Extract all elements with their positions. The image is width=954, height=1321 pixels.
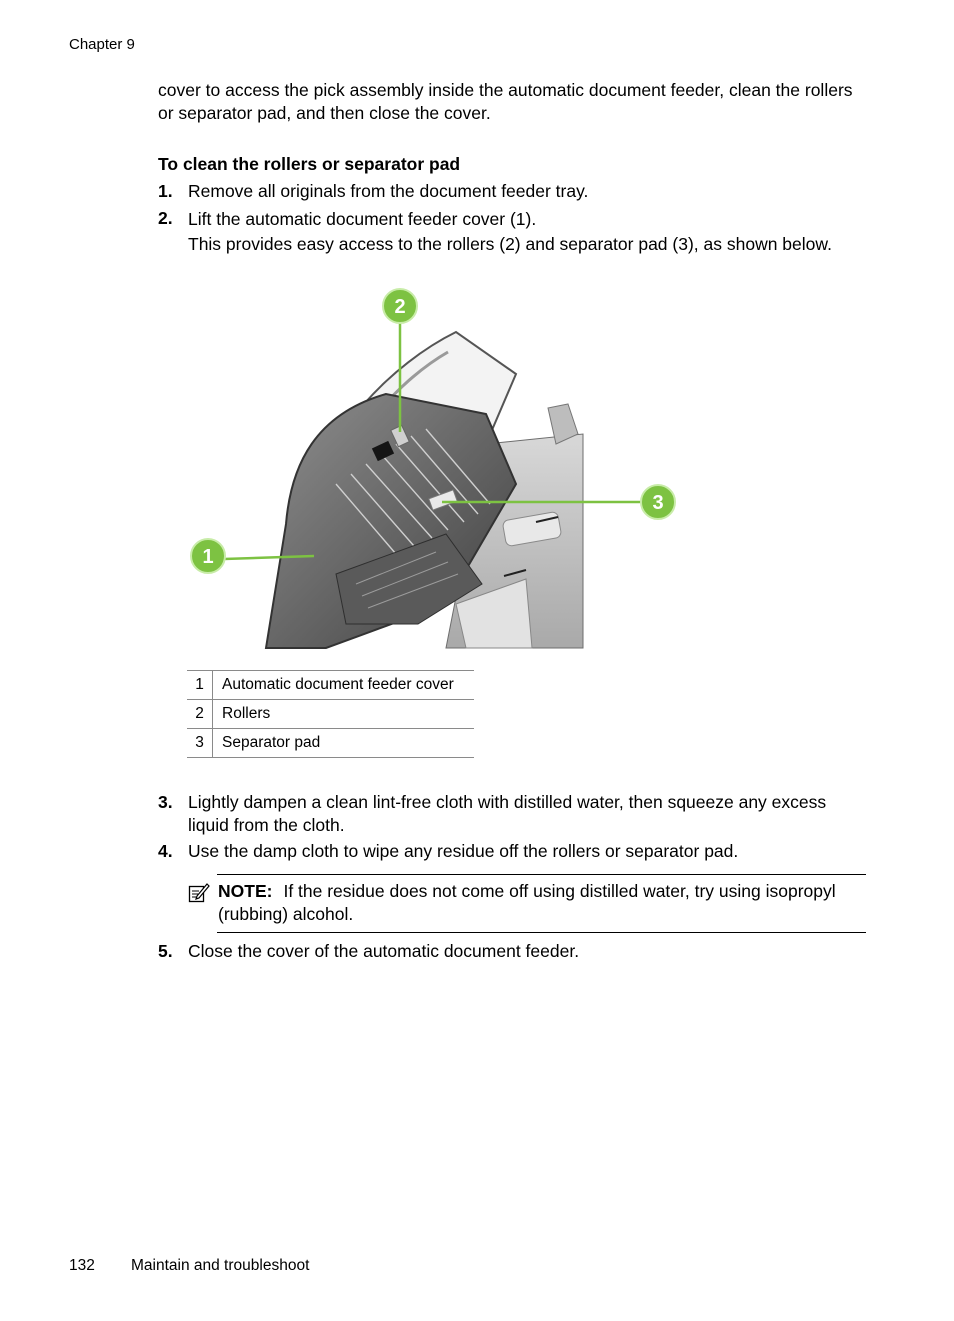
- step-text: Use the damp cloth to wipe any residue off the rollers or separator pad.: [188, 841, 739, 861]
- note-bottom-rule: [217, 932, 866, 933]
- step-1: [158, 180, 868, 203]
- callout-2: [383, 289, 417, 323]
- table-row: [187, 700, 474, 729]
- legend-number: 1: [187, 671, 213, 700]
- callout-legend-table: [187, 670, 474, 758]
- note-text: If the residue does not come off using distilled water, try using isopropyl (rubbing) alcohol.: [218, 881, 836, 924]
- legend-label: Rollers: [213, 700, 475, 729]
- step-5: [158, 940, 868, 963]
- procedure-heading: To clean the rollers or separator pad: [158, 154, 461, 174]
- callout-3: [641, 485, 675, 519]
- note-top-rule: [217, 874, 866, 875]
- intro-paragraph: cover to access the pick assembly inside the automatic document feeder, clean the rollers or separator pad, and then close the cover.: [158, 80, 853, 123]
- step-number: 5.: [158, 941, 173, 961]
- step-number: 1.: [158, 181, 173, 201]
- step-text: Lift the automatic document feeder cover (1).: [188, 209, 537, 229]
- note-label: NOTE:: [218, 881, 273, 901]
- document-feeder-illustration: [186, 284, 680, 650]
- note-pencil-icon: [188, 881, 210, 903]
- step-text: Remove all originals from the document feeder tray.: [188, 181, 589, 201]
- step-2: [158, 207, 868, 257]
- callout-number: 2: [394, 296, 406, 318]
- step-subtext: This provides easy access to the rollers (2) and separator pad (3), as shown below.: [188, 234, 832, 254]
- step-text: Lightly dampen a clean lint-free cloth with distilled water, then squeeze any excess liquid from the cloth.: [188, 792, 827, 835]
- legend-label: Separator pad: [213, 729, 475, 758]
- note-box: [188, 880, 868, 926]
- step-number: 4.: [158, 841, 173, 861]
- step-3: [158, 791, 868, 837]
- legend-label: Automatic document feeder cover: [213, 671, 475, 700]
- legend-number: 2: [187, 700, 213, 729]
- footer-section-title: Maintain and troubleshoot: [131, 1257, 310, 1274]
- running-header: Chapter 9: [69, 36, 135, 53]
- callout-number: 1: [202, 546, 214, 568]
- legend-number: 3: [187, 729, 213, 758]
- step-4: [158, 840, 868, 863]
- step-number: 2.: [158, 208, 173, 228]
- table-row: [187, 729, 474, 758]
- step-number: 3.: [158, 792, 173, 812]
- step-text: Close the cover of the automatic document feeder.: [188, 941, 580, 961]
- callout-1: [191, 539, 225, 573]
- table-row: [187, 671, 474, 700]
- callout-number: 3: [652, 492, 664, 514]
- page-number: 132: [69, 1257, 95, 1274]
